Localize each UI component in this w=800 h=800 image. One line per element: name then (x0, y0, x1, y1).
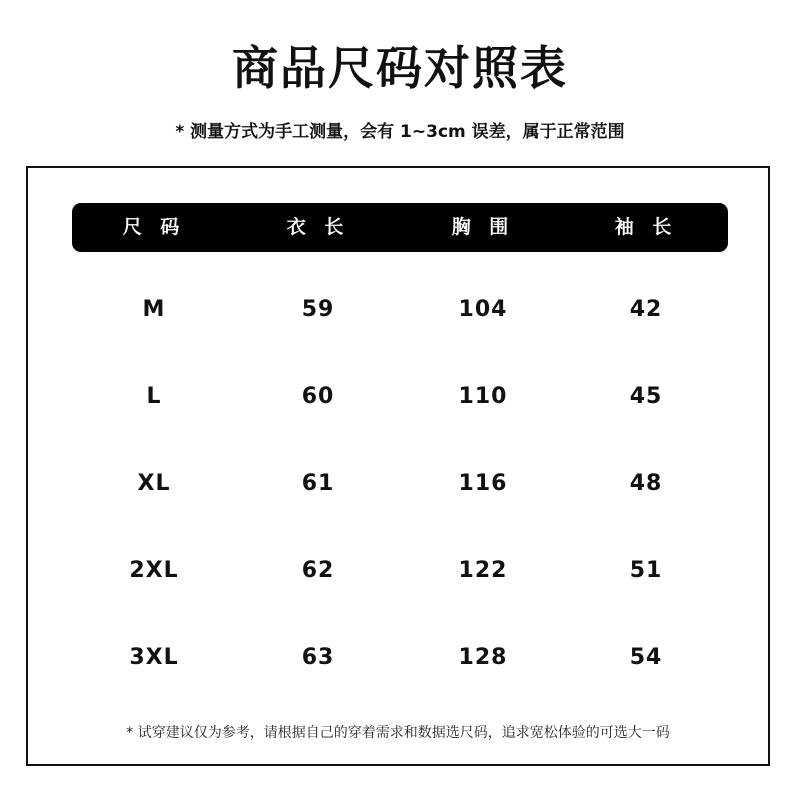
cell-chest: 116 (458, 471, 508, 496)
table-row (28, 290, 768, 330)
table-row (28, 638, 768, 678)
cell-length: 61 (301, 471, 335, 496)
cell-size: 3XL (129, 645, 179, 670)
cell-size: 2XL (129, 558, 179, 583)
cell-length: 62 (301, 558, 335, 583)
cell-size: XL (137, 471, 171, 496)
size-table-frame (26, 166, 770, 766)
cell-length: 63 (301, 645, 335, 670)
cell-chest: 128 (458, 645, 508, 670)
header-length: 衣 长 (286, 216, 350, 238)
cell-length: 59 (301, 297, 335, 322)
cell-size: L (146, 384, 162, 409)
header-sleeve: 袖 长 (614, 216, 678, 238)
table-row (28, 377, 768, 417)
cell-length: 60 (301, 384, 335, 409)
table-row (28, 551, 768, 591)
fit-advice-note: * 试穿建议仅为参考，请根据自己的穿着需求和数据选尺码，追求宽松体验的可选大一码 (126, 725, 670, 741)
table-row (28, 464, 768, 504)
cell-chest: 104 (458, 297, 508, 322)
cell-sleeve: 54 (629, 645, 663, 670)
cell-sleeve: 45 (629, 384, 663, 409)
measurement-note: * 测量方式为手工测量，会有 1~3cm 误差，属于正常范围 (175, 122, 625, 142)
cell-chest: 110 (458, 384, 508, 409)
cell-sleeve: 42 (629, 297, 663, 322)
cell-size: M (142, 297, 166, 322)
cell-sleeve: 51 (629, 558, 663, 583)
header-size: 尺 码 (122, 216, 186, 238)
header-chest: 胸 围 (451, 216, 515, 238)
cell-chest: 122 (458, 558, 508, 583)
page-title: 商品尺码对照表 (232, 41, 568, 95)
table-header (72, 203, 728, 252)
cell-sleeve: 48 (629, 471, 663, 496)
